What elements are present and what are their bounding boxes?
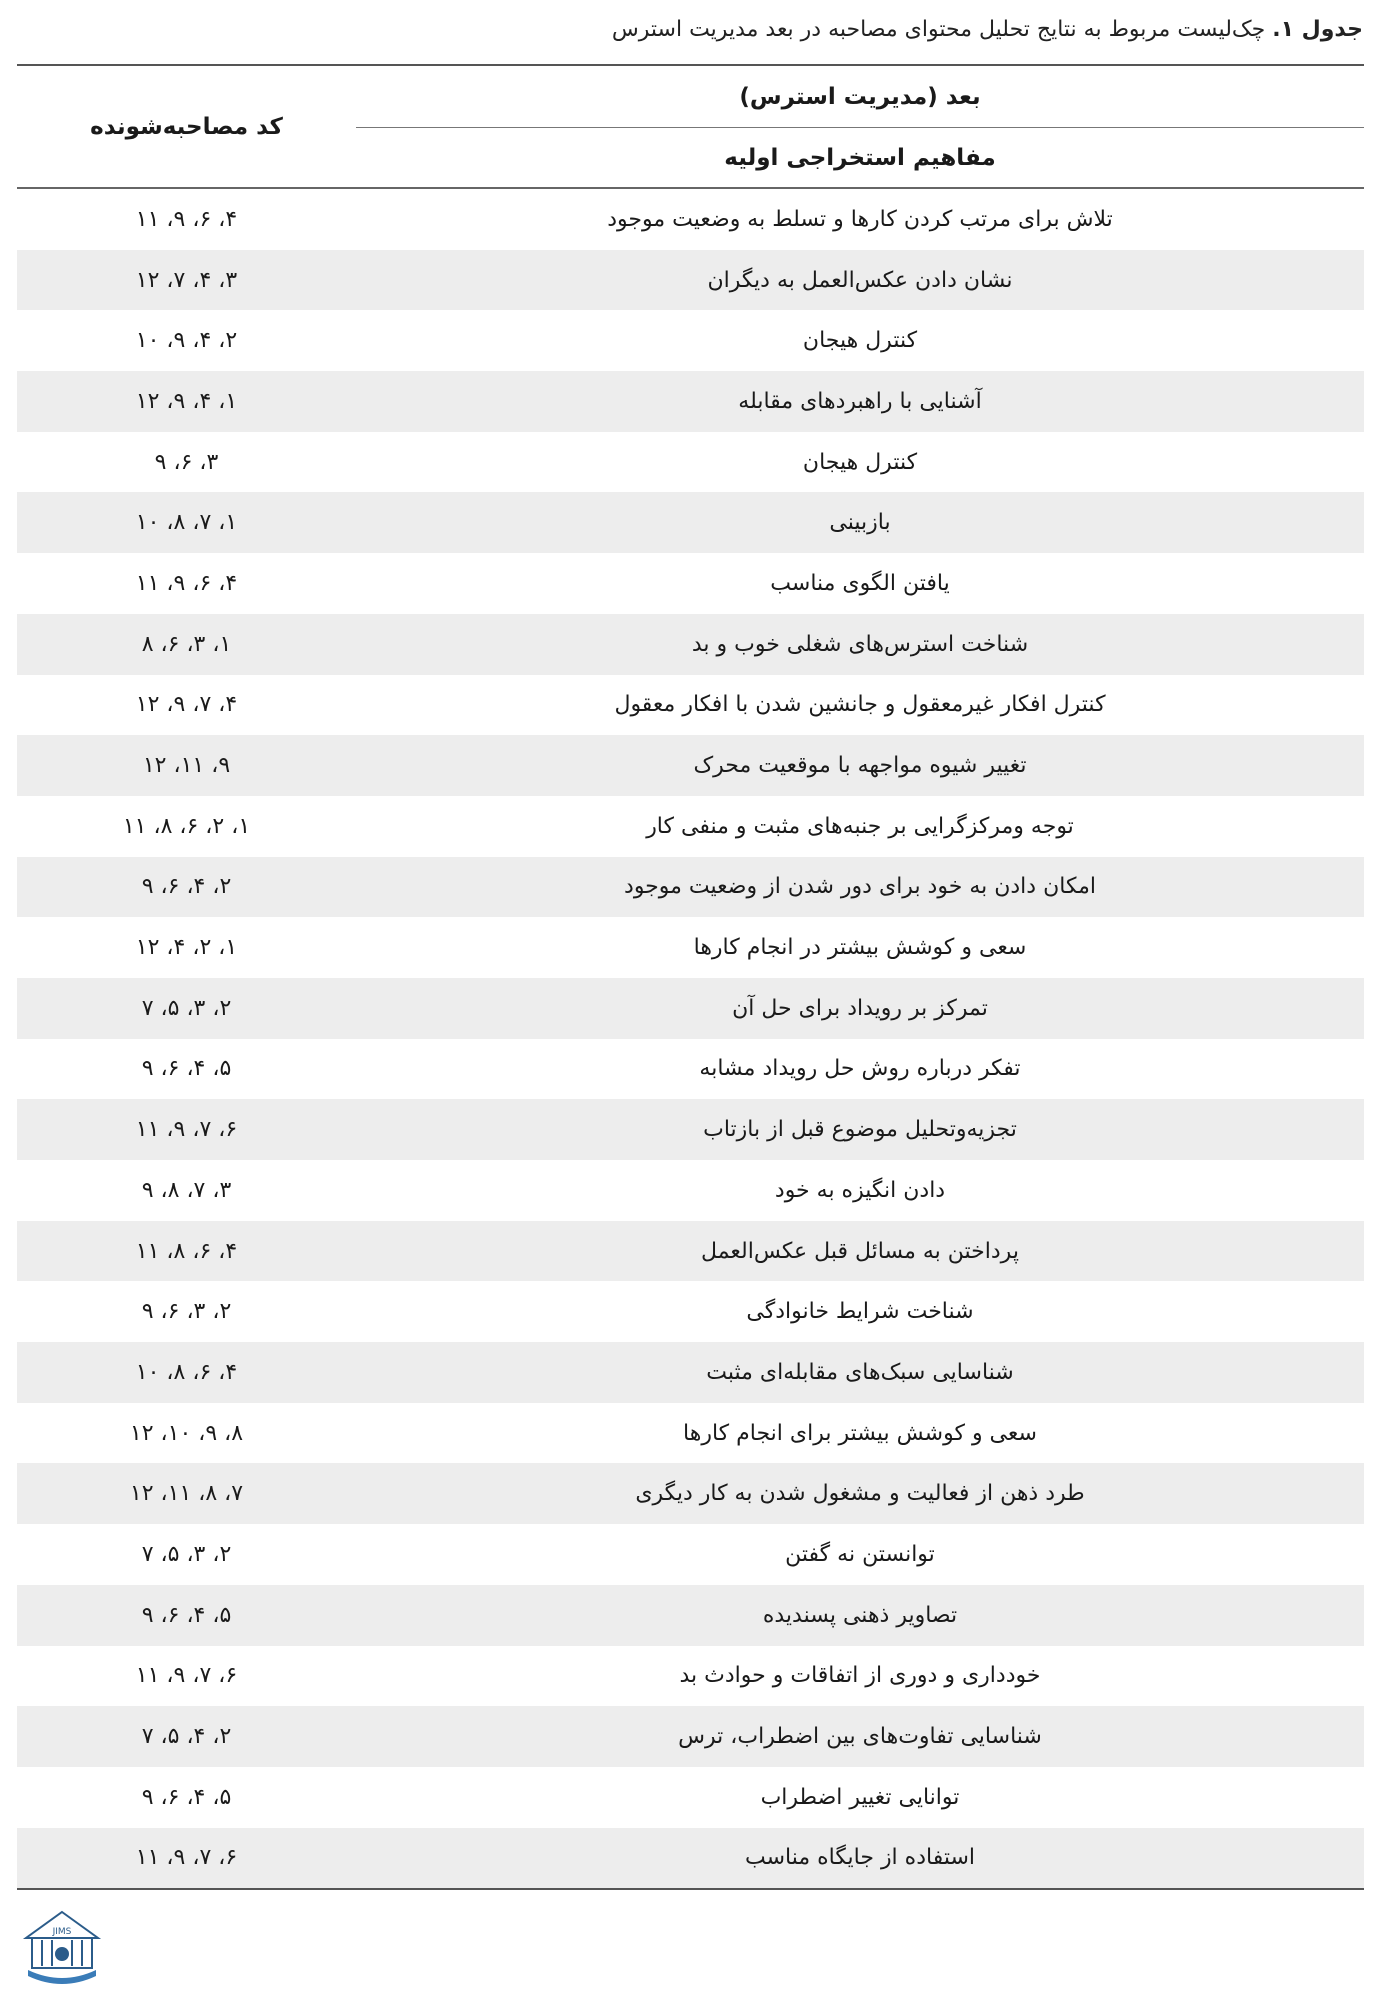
code-cell: ۳، ۴، ۷، ۱۲ [135, 267, 238, 293]
concept-cell: پرداختن به مسائل قبل عکس‌العمل [701, 1238, 1019, 1264]
header-concepts: مفاهیم استخراجی اولیه [724, 144, 996, 171]
code-cell: ۱، ۷، ۸، ۱۰ [135, 510, 238, 536]
code-cell: ۵، ۴، ۶، ۹ [141, 1056, 232, 1082]
concept-cell: تجزیه‌وتحلیل موضوع قبل از بازتاب [703, 1117, 1017, 1143]
logo-text: JIMS [52, 1927, 72, 1937]
code-cell: ۱، ۲، ۶، ۸، ۱۱ [122, 813, 251, 839]
table-row [17, 1585, 1364, 1646]
table-row [17, 1403, 1364, 1464]
header-code: کد مصاحبه‌شونده [90, 113, 283, 140]
concept-cell: خودداری و دوری از اتفاقات و حوادث بد [679, 1663, 1041, 1689]
table-row [17, 857, 1364, 918]
code-cell: ۲، ۳، ۵، ۷ [141, 1541, 232, 1567]
code-cell: ۴، ۶، ۸، ۱۰ [135, 1359, 238, 1385]
concept-cell: تصاویر ذهنی پسندیده [762, 1602, 958, 1628]
concept-cell: نشان دادن عکس‌العمل به دیگران [707, 267, 1013, 293]
code-cell: ۵، ۴، ۶، ۹ [141, 1602, 232, 1628]
code-cell: ۸، ۹، ۱۰، ۱۲ [129, 1420, 244, 1446]
concept-cell: دادن انگیزه به خود [774, 1177, 946, 1203]
concept-cell: تغییر شیوه مواجهه با موقعیت محرک [693, 753, 1027, 779]
table-row [17, 796, 1364, 857]
caption-text: چک‌لیست مربوط به نتایج تحلیل محتوای مصاحبه در بعد مدیریت استرس [611, 17, 1266, 42]
stress-management-table [17, 64, 1364, 1890]
header-dimension: بعد (مدیریت استرس) [356, 66, 1364, 128]
caption-label: جدول ۱. [1272, 17, 1363, 42]
concept-cell: تمرکز بر رویداد برای حل آن [732, 995, 988, 1021]
code-cell: ۵، ۴، ۶، ۹ [141, 1784, 232, 1810]
table-row [17, 1342, 1364, 1403]
table-row [17, 1706, 1364, 1767]
table-row [17, 371, 1364, 432]
table-row [17, 432, 1364, 493]
table-row [17, 189, 1364, 250]
code-cell: ۷، ۸، ۱۱، ۱۲ [129, 1481, 244, 1507]
concept-cell: کنترل افکار غیرمعقول و جانشین شدن با افکار معقول [614, 692, 1106, 718]
code-cell: ۱، ۲، ۴، ۱۲ [135, 935, 238, 961]
concept-cell: تفکر درباره روش حل رویداد مشابه [699, 1056, 1021, 1082]
journal-logo-icon [18, 1908, 106, 1988]
code-cell: ۲، ۳، ۶، ۹ [141, 1299, 232, 1325]
concept-cell: شناسایی تفاوت‌های بین اضطراب، ترس [678, 1724, 1042, 1750]
table-row [17, 1160, 1364, 1221]
code-cell: ۱، ۳، ۶، ۸ [141, 631, 232, 657]
table-row [17, 553, 1364, 614]
concept-cell: شناخت استرس‌های شغلی خوب و بد [691, 631, 1029, 657]
code-cell: ۲، ۴، ۵، ۷ [141, 1724, 232, 1750]
code-cell: ۴، ۷، ۹، ۱۲ [135, 692, 238, 718]
code-cell: ۶، ۷، ۹، ۱۱ [135, 1845, 238, 1871]
table-row [17, 492, 1364, 553]
concept-cell: تلاش برای مرتب کردن کارها و تسلط به وضعیت موجود [607, 206, 1113, 232]
concept-cell: یافتن الگوی مناسب [770, 570, 950, 596]
code-cell: ۱، ۴، ۹، ۱۲ [135, 388, 238, 414]
table-body [17, 189, 1364, 1888]
table-row [17, 1039, 1364, 1100]
table-row [17, 1767, 1364, 1828]
code-cell: ۲، ۳، ۵، ۷ [141, 995, 232, 1021]
concept-cell: کنترل هیجان [802, 449, 918, 475]
code-cell: ۳، ۷، ۸، ۹ [141, 1177, 232, 1203]
concept-cell: سعی و کوشش بیشتر برای انجام کارها [683, 1420, 1037, 1446]
table-row [17, 1828, 1364, 1889]
concept-cell: توجه ومرکزگرایی بر جنبه‌های مثبت و منفی کار [646, 813, 1074, 839]
table-caption [18, 12, 1363, 48]
concept-cell: شناسایی سبک‌های مقابله‌ای مثبت [706, 1359, 1014, 1385]
table-row [17, 310, 1364, 371]
concept-cell: توانایی تغییر اضطراب [760, 1784, 960, 1810]
table-row [17, 978, 1364, 1039]
table-row [17, 1646, 1364, 1707]
concept-cell: آشنایی با راهبردهای مقابله [738, 388, 982, 414]
code-cell: ۴، ۶، ۹، ۱۱ [135, 206, 238, 232]
concept-cell: سعی و کوشش بیشتر در انجام کارها [693, 935, 1027, 961]
table-row [17, 917, 1364, 978]
table-row [17, 250, 1364, 311]
concept-cell: شناخت شرایط خانوادگی [746, 1299, 974, 1325]
concept-cell: توانستن نه گفتن [785, 1541, 935, 1567]
concept-cell: بازبینی [829, 510, 891, 536]
code-cell: ۴، ۶، ۸، ۱۱ [135, 1238, 238, 1264]
concept-cell: کنترل هیجان [802, 328, 918, 354]
code-cell: ۳، ۶، ۹ [154, 449, 219, 475]
concept-cell: طرد ذهن از فعالیت و مشغول شدن به کار دیگری [635, 1481, 1085, 1507]
table-row [17, 735, 1364, 796]
table-row [17, 1524, 1364, 1585]
table-row [17, 614, 1364, 675]
table-header [17, 66, 1364, 189]
table-row [17, 1463, 1364, 1524]
table-row [17, 1281, 1364, 1342]
concept-cell: استفاده از جایگاه مناسب [744, 1845, 976, 1871]
table-row [17, 1221, 1364, 1282]
code-cell: ۴، ۶، ۹، ۱۱ [135, 570, 238, 596]
table-row [17, 675, 1364, 736]
code-cell: ۶، ۷، ۹، ۱۱ [135, 1663, 238, 1689]
concept-cell: امکان دادن به خود برای دور شدن از وضعیت موجود [624, 874, 1096, 900]
code-cell: ۲، ۴، ۹، ۱۰ [135, 328, 238, 354]
code-cell: ۹، ۱۱، ۱۲ [142, 753, 231, 779]
table-row [17, 1099, 1364, 1160]
code-cell: ۶، ۷، ۹، ۱۱ [135, 1117, 238, 1143]
code-cell: ۲، ۴، ۶، ۹ [141, 874, 232, 900]
